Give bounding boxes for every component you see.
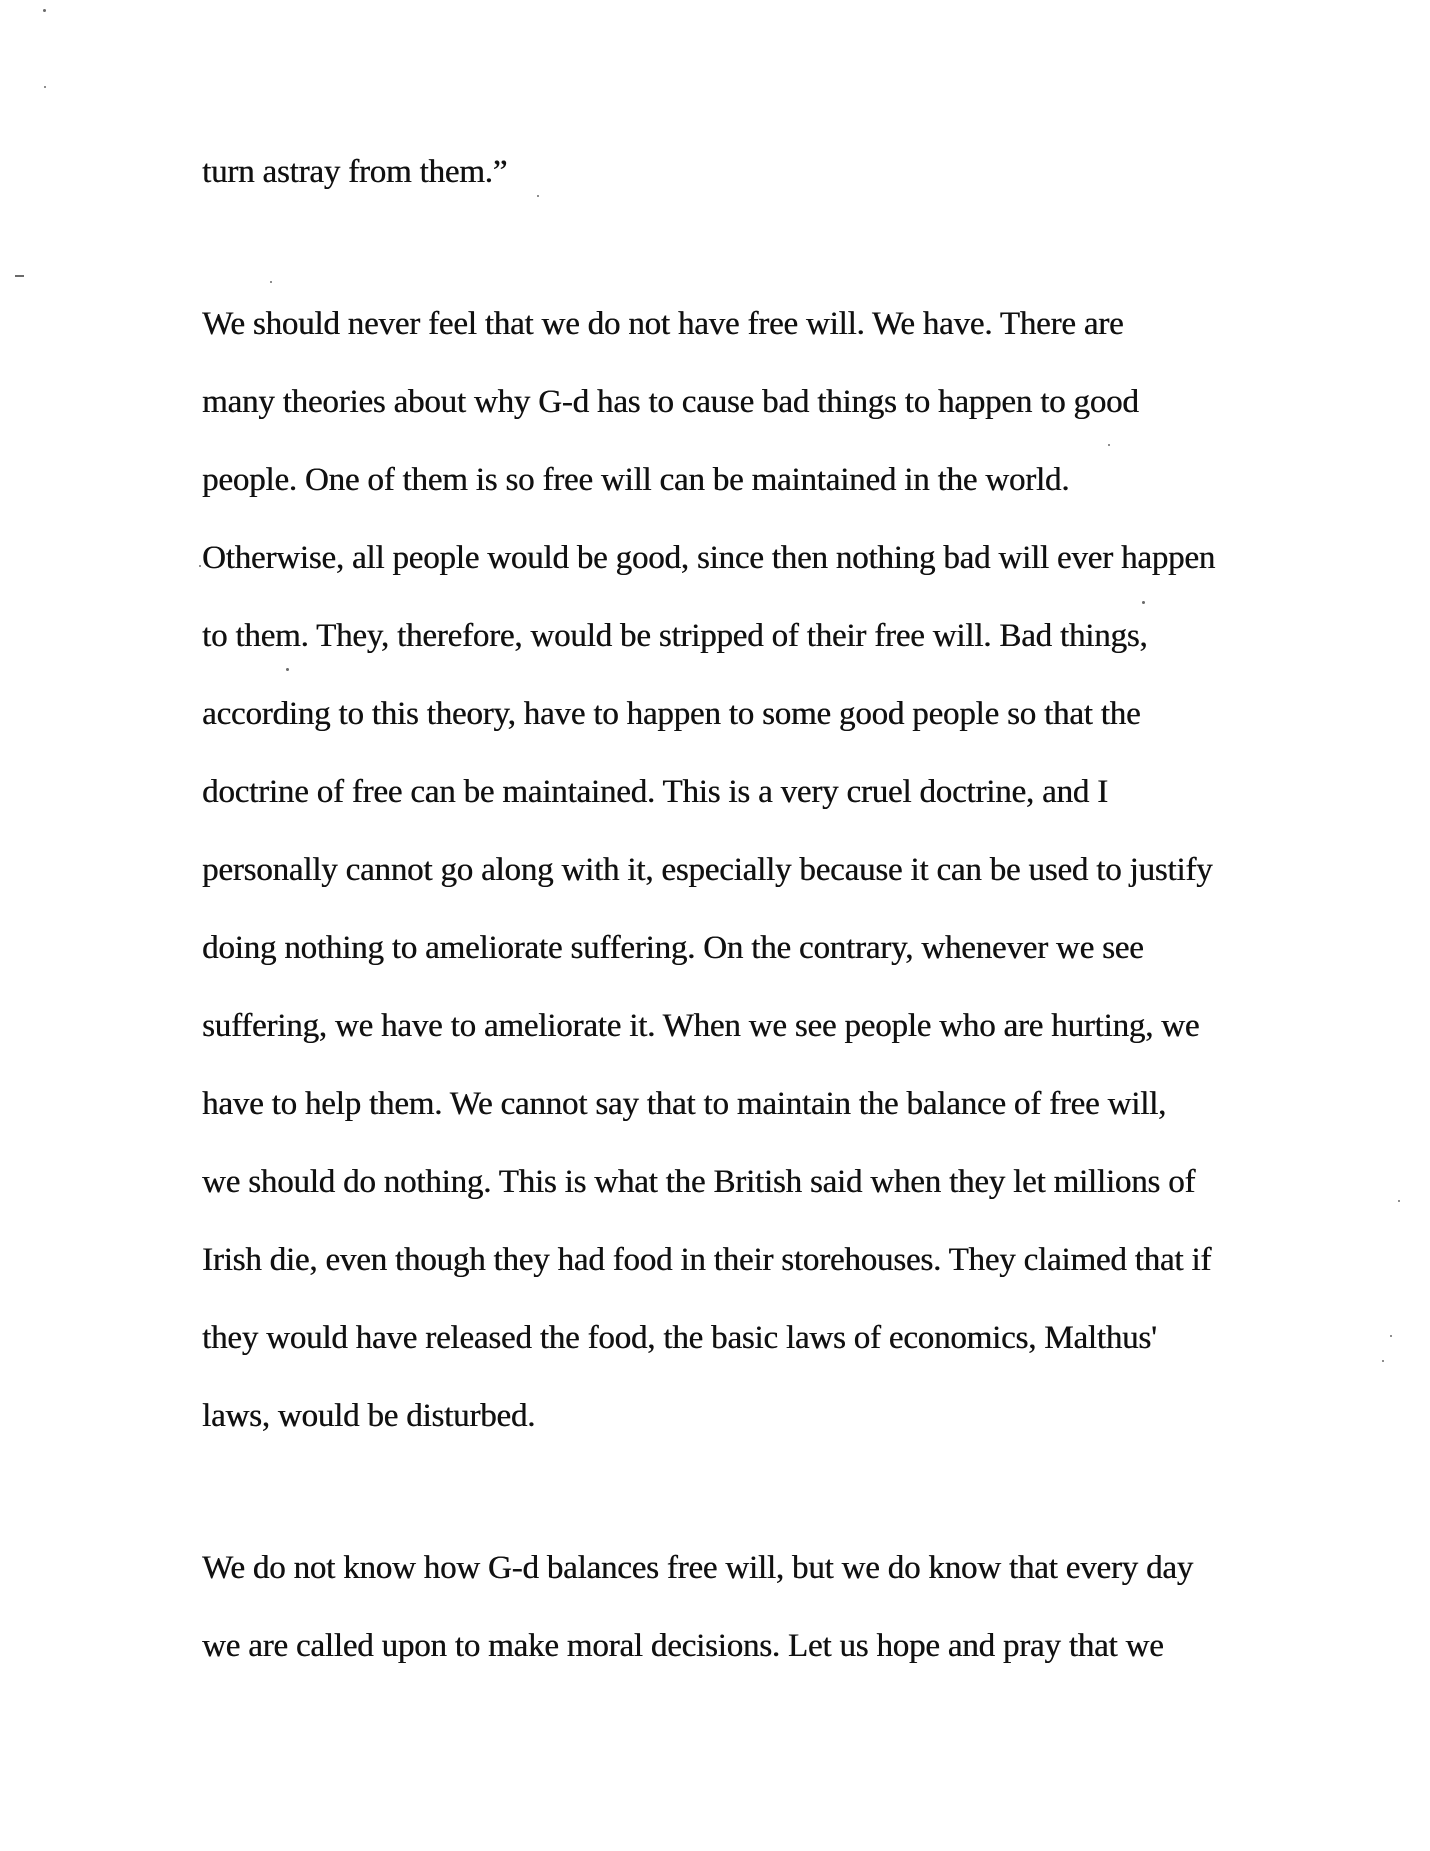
scan-dash [15,275,24,277]
scan-speck [1398,1200,1400,1202]
scan-speck [1382,1360,1384,1362]
text-line: We do not know how G-d balances free will, but we do know that every day [202,1550,1194,1586]
text-line: Irish die, even though they had food in their storehouses. They claimed that if [202,1242,1212,1278]
text-line: Otherwise, all people would be good, since then nothing bad will ever happen [202,540,1216,576]
scan-speck [537,195,539,197]
text-line: doing nothing to ameliorate suffering. On the contrary, whenever we see [202,930,1144,966]
scan-speck [43,9,46,12]
scan-speck [1142,601,1145,604]
text-line: we are called upon to make moral decisions. Let us hope and pray that we [202,1628,1164,1664]
scan-speck [270,281,272,283]
scan-speck [199,565,201,567]
text-line: We should never feel that we do not have free will. We have. There are [202,306,1124,342]
text-line: many theories about why G-d has to cause bad things to happen to good [202,384,1139,420]
text-line: doctrine of free can be maintained. This is a very cruel doctrine, and I [202,774,1108,810]
text-line: according to this theory, have to happen to some good people so that the [202,696,1141,732]
text-line: to them. They, therefore, would be stripped of their free will. Bad things, [202,618,1148,654]
text-line: suffering, we have to ameliorate it. When we see people who are hurting, we [202,1008,1200,1044]
text-line: turn astray from them.” [202,154,508,190]
text-line: personally cannot go along with it, especially because it can be used to justify [202,852,1213,888]
scan-speck [286,668,289,671]
text-line: we should do nothing. This is what the British said when they let millions of [202,1164,1196,1200]
text-line: laws, would be disturbed. [202,1398,536,1434]
text-line: they would have released the food, the basic laws of economics, Malthus' [202,1320,1157,1356]
scan-speck [1390,1335,1392,1337]
text-line: have to help them. We cannot say that to maintain the balance of free will, [202,1086,1167,1122]
scan-speck [1108,444,1110,446]
text-line: people. One of them is so free will can be maintained in the world. [202,462,1070,498]
scan-speck [44,86,46,88]
